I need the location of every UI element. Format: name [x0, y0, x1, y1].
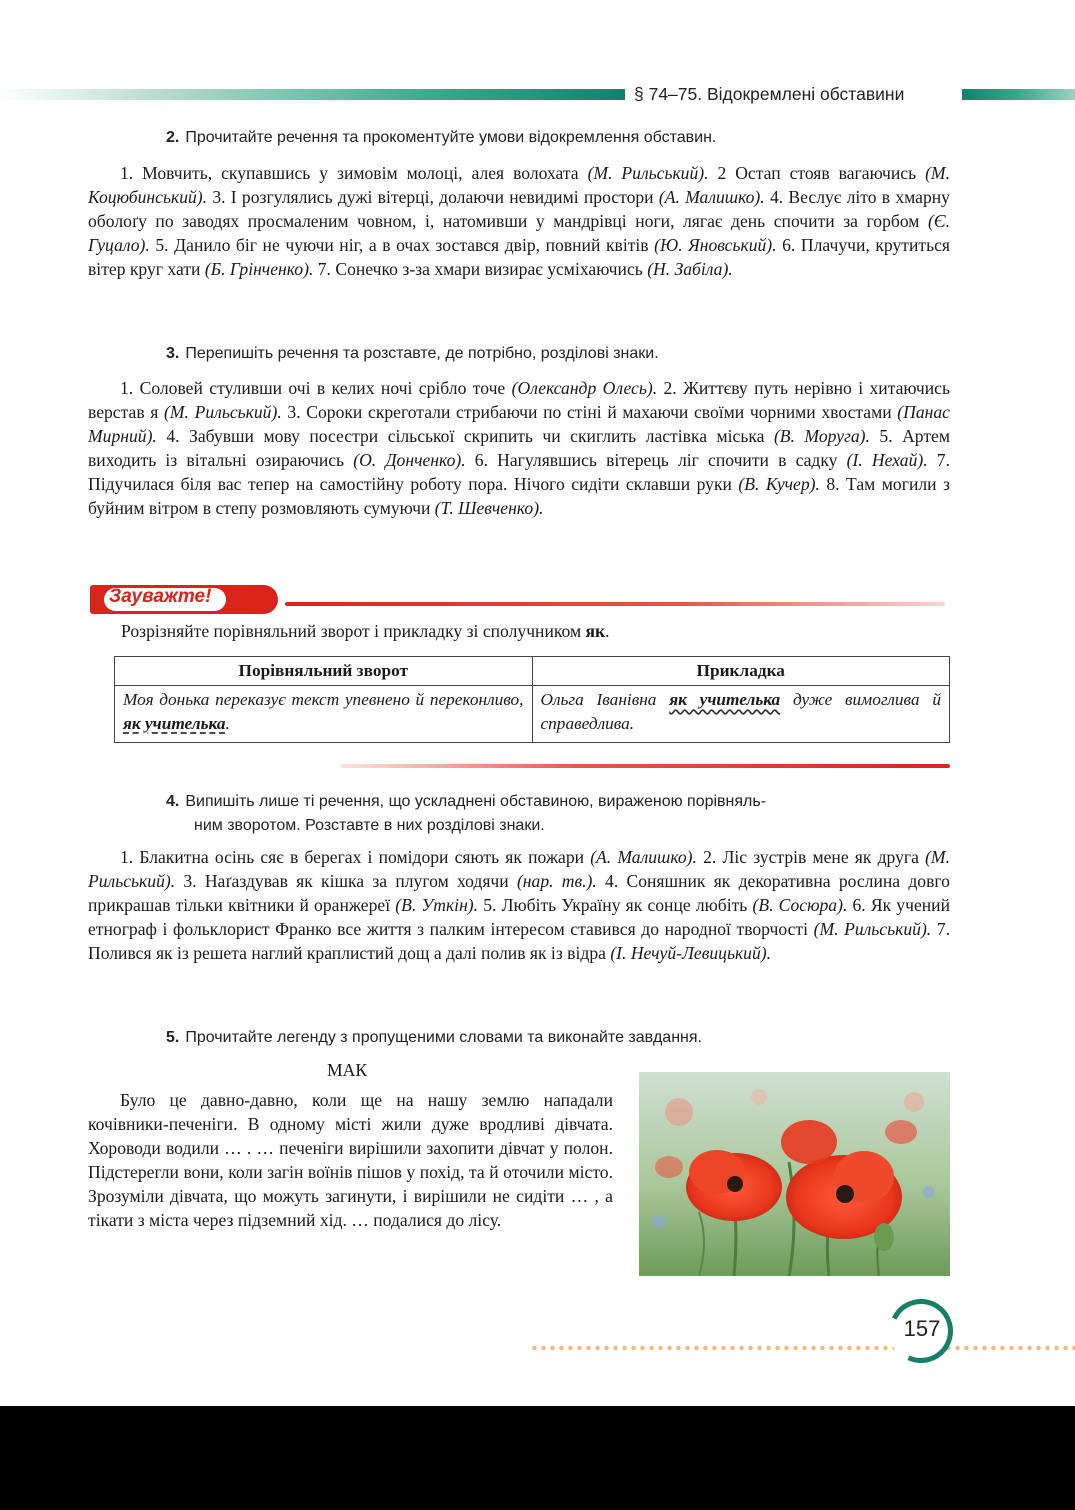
table-cell-apposition: Ольга Іванівна як учителька дуже вимоглива й справедлива.: [532, 686, 950, 743]
task-text: Випишіть лише ті речення, що ускладнені обставиною, вираженою порівняль-: [185, 793, 767, 810]
sentence-text: 7. Полився як із решета наглий краплистий дощ а далі полив як із відра: [88, 919, 950, 963]
author-attribution: (А. Малишко).: [590, 847, 697, 867]
sentence-text: 4. Соняшник як декоративна рослина довго прикрашав тільки квітники й оранжереї: [88, 871, 950, 915]
sentence-text: 2. Ліс зустрів мене як друга: [696, 847, 926, 867]
task-number: 3.: [166, 345, 180, 362]
author-attribution: (М. Рильський).: [813, 919, 932, 939]
task-text: Прочитайте легенду з пропущеними словами та виконайте завдання.: [185, 1029, 702, 1046]
author-attribution: (А. Малишко).: [658, 187, 765, 207]
author-attribution: (О. Донченко).: [353, 450, 466, 470]
note-text-end: .: [605, 621, 610, 641]
sentence-text: 3. Сороки скреготали стрибаючи по стіні й махаючи своїми чорними хвостами: [281, 402, 898, 422]
sentence-text: 6. Нагулявшись вітерець ліг спочити в садку: [465, 450, 847, 470]
task-3-sentences: [88, 376, 950, 520]
author-attribution: (Ю. Яновський).: [654, 235, 777, 255]
author-attribution: (І. Нечуй-Левицький).: [610, 943, 772, 963]
task-5-instruction: [166, 1026, 702, 1050]
table-header-cell: Порівняльний зворот: [115, 657, 533, 686]
sentence-text: 6. Плачучи, крутиться вітер круг хати: [88, 235, 950, 279]
task-text: Прочитайте речення та прокоментуйте умови відокремлення обставин.: [185, 129, 717, 146]
sentences-paragraph: [88, 161, 950, 281]
poppy-photo: [639, 1072, 950, 1276]
sentence-text: 1. Мовчить, скупавшись у зимовім молоці, алея волохата: [120, 163, 588, 183]
sentence-text: 5. Артем виходить із вітальні озираючись: [88, 426, 950, 470]
sentence-text: 5. Любіть Україну як сонце любіть: [478, 895, 753, 915]
sentence-text: 5. Данило біг не чуючи ніг, а в очах зостався двір, повний квітів: [149, 235, 655, 255]
sentence-text: 3. І розгулялись дужі вітерці, долаючи невидимі простори: [207, 187, 659, 207]
task-text-cont: ним зворотом. Розставте в них розділові знаки.: [194, 817, 545, 834]
author-attribution: (В. Моруга).: [773, 426, 870, 446]
task-2-sentences: [88, 161, 950, 281]
note-text-main: Розрізняйте порівняльний зворот і прикладку зі сполучником: [121, 621, 586, 641]
author-attribution: (Н. Забіла).: [647, 259, 733, 279]
author-attribution: (нар. тв.).: [516, 871, 597, 891]
task-4-sentences: [88, 845, 950, 965]
page-number: 157: [903, 1316, 941, 1341]
footer-dots: [530, 1345, 1075, 1351]
author-attribution: (Є. Гуцало).: [88, 211, 950, 255]
sentences-paragraph: [88, 376, 950, 520]
sentence-text: 7. Підучилася біля вас тепер на самостійну роботу пора. Нічого сидіти склавши руки: [88, 450, 951, 494]
task-2-instruction: [166, 126, 716, 150]
note-badge: [90, 585, 278, 614]
sentence-text: 4. Забувши мову посестри сільської скрипить чи скиглить ластівка міська: [156, 426, 774, 446]
table-row: [115, 686, 950, 743]
comparative-phrase: як учителька: [123, 714, 226, 733]
sentence-text: 4. Веслує літо в хмарну оболоґу по заводях просмаленим човном, і, натомивши у мандрівці ноги, лягає день спочити за горбом: [88, 187, 950, 231]
note-divider-top: [285, 602, 945, 606]
task-number: 2.: [166, 129, 180, 146]
task-number: 4.: [166, 793, 180, 810]
sentence-text: 2 Остап стояв вагаючись: [708, 163, 926, 183]
author-attribution: (Б. Грінченко).: [204, 259, 314, 279]
author-attribution: (В. Сосюра).: [752, 895, 848, 915]
sentence-text: 3. Наґаздував як кішка за плугом ходячи: [175, 871, 517, 891]
author-attribution: (В. Уткін).: [395, 895, 479, 915]
sentence-text: 6. Як учений етнограф і фольклорист Франко все життя з палким інтересом ставився до народної творчості: [88, 895, 950, 939]
apposition-phrase: як учителька: [669, 690, 781, 709]
sentence-text: 1. Соловей стуливши очі в келих ночі срібло точе: [120, 378, 512, 398]
author-attribution: (В. Кучер).: [738, 474, 820, 494]
header-bar-left: [0, 89, 625, 100]
task-text: Перепишіть речення та розставте, де потрібно, розділові знаки.: [185, 345, 659, 362]
author-attribution: (М. Коцюбинський).: [88, 163, 950, 207]
comparison-table: [114, 656, 950, 743]
task-3-instruction: [166, 342, 659, 366]
note-text: [121, 619, 610, 643]
note-divider-bottom: [340, 764, 950, 768]
author-attribution: (М. Рильський).: [88, 847, 950, 891]
note-badge-label: Зауважте!: [109, 586, 212, 607]
table-header-row: [115, 657, 950, 686]
note-text-bold: як: [585, 621, 606, 641]
poppy-illustration: [639, 1072, 950, 1276]
author-attribution: (І. Нехай).: [846, 450, 928, 470]
table-cell-comparative: Моя донька переказує текст упевнено й переконливо, як учителька.: [115, 686, 533, 743]
sentence-text: 7. Сонечко з-за хмари визирає усміхаючись: [313, 259, 648, 279]
table-header-cell: Прикладка: [532, 657, 950, 686]
author-attribution: (Олександр Олесь).: [511, 378, 658, 398]
sentence-text: 1. Блакитна осінь сяє в берегах і помідори сяють як пожари: [120, 847, 591, 867]
legend-title: МАК: [327, 1060, 368, 1080]
sentence-text: 8. Там могили з буйним вітром в степу розмовляють сумуючи: [88, 474, 950, 518]
header-bar-right: [962, 89, 1075, 100]
author-attribution: (Панас Мирний).: [88, 402, 950, 446]
task-number: 5.: [166, 1029, 180, 1046]
section-title: § 74–75. Відокремлені обставини: [634, 84, 905, 104]
task-4-instruction: [166, 790, 766, 838]
legend-paragraph: Було це давно-давно, коли ще на нашу землю нападали кочівники-печеніги. В одному місті жили дуже вродливі дівчата. Хороводи водили … . … печеніги вирішили захопити дівчат у полон. Підстерегли вони, коли загін воїнів пішов у похід, та й оточили місто. Зрозуміли дівчата, що можуть загинути, і вирішили не сидіти … , а тікати з міста через підземний хід. … подалися до лісу.: [88, 1090, 613, 1230]
author-attribution: (М. Рильський).: [164, 402, 282, 422]
author-attribution: (Т. Шевченко).: [434, 498, 544, 518]
legend-text: [88, 1088, 613, 1232]
sentence-text: 2. Життєву путь нерівно і хитаючись верстав я: [88, 378, 951, 422]
sentences-paragraph: [88, 845, 950, 965]
author-attribution: (М. Рильський).: [587, 163, 709, 183]
